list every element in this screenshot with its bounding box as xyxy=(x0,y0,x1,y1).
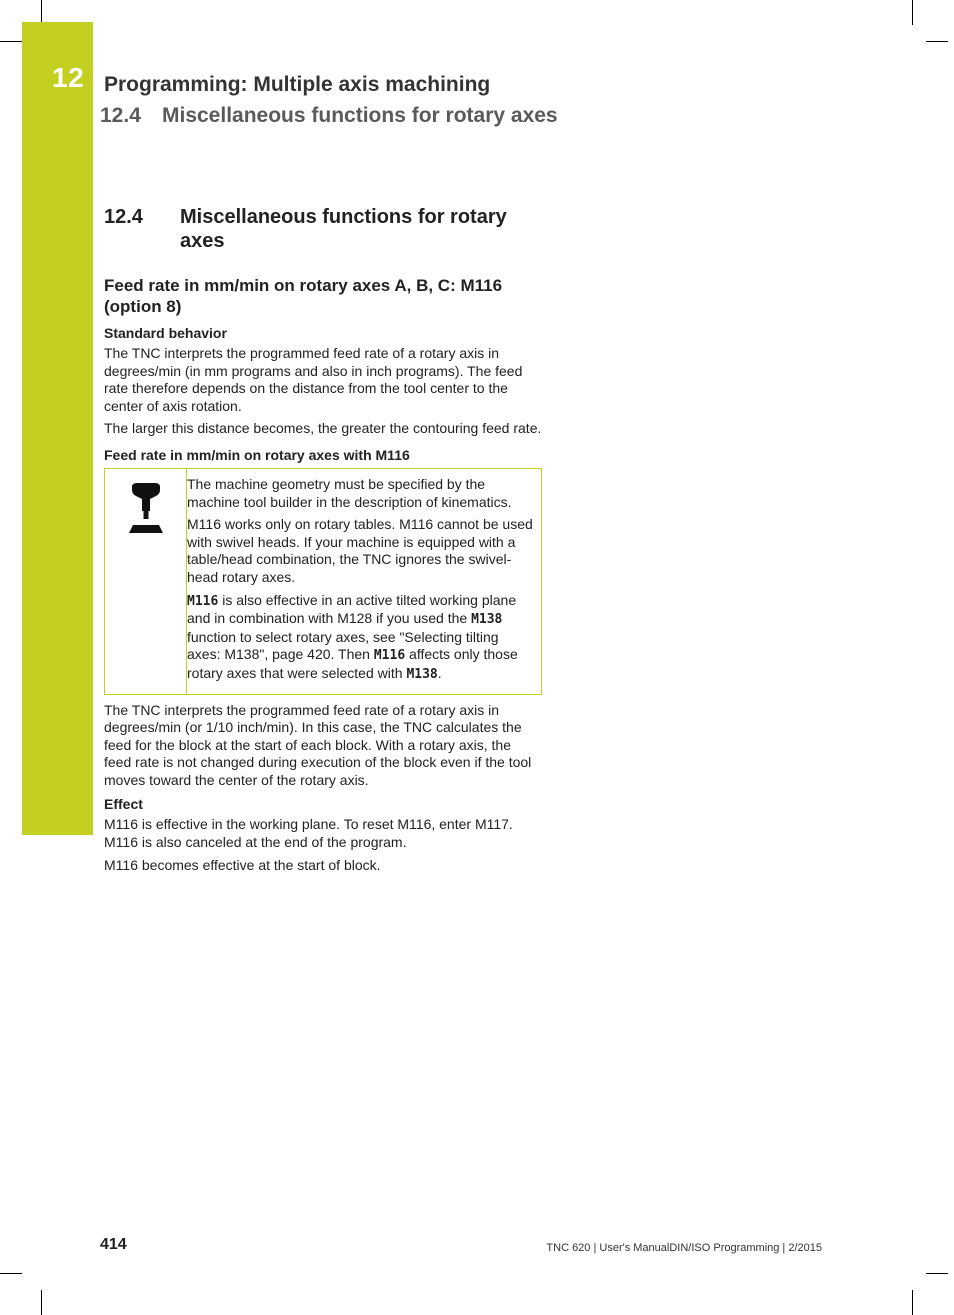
running-header-section-title: Miscellaneous functions for rotary axes xyxy=(162,104,558,127)
note-text-run: . xyxy=(437,664,442,681)
note-text-run: function to select rotary axes, see "Selecting tilting axes: M138", page 420. Then xyxy=(187,628,499,663)
crop-mark-top-right xyxy=(912,0,913,25)
running-header-chapter-title: Programming: Multiple axis machining xyxy=(104,73,491,96)
crop-mark-bottom-right xyxy=(912,1290,913,1315)
page-number: 414 xyxy=(100,1236,127,1253)
subsection-heading: Feed rate in mm/min on rotary axes A, B, C: M116 (option 8) xyxy=(104,276,503,316)
chapter-number: 12 xyxy=(52,62,85,93)
note-text xyxy=(187,469,541,694)
chapter-side-band xyxy=(22,22,93,835)
feed-rate-m116-paragraph: The TNC interprets the programmed feed rate of a rotary axis in degrees/min (or 1/10 inch/min). In this case, the TNC calculates the feed for the block at the start of each block. With a rotary axis, the feed rate is not changed during execution of the block even if the tool moves toward the center of the rotary axis. xyxy=(104,701,532,788)
note-paragraph-3 xyxy=(187,592,535,684)
note-text-run: is also effective in an active tilted working plane and in combination with M128 if you used the xyxy=(187,591,517,627)
running-header-section xyxy=(100,104,558,128)
crop-mark-bottom-left xyxy=(41,1290,42,1315)
section-number: 12.4 xyxy=(104,206,143,228)
note-box xyxy=(104,468,542,695)
standard-behavior-paragraph-2: The larger this distance becomes, the greater the contouring feed rate. xyxy=(104,420,542,437)
effect-heading: Effect xyxy=(104,796,143,813)
code-m138: M138 xyxy=(471,612,503,628)
footer-text: TNC 620 | User's ManualDIN/ISO Programming | 2/2015 xyxy=(546,1242,822,1254)
effect-paragraph-1: M116 is effective in the working plane. To reset M116, enter M117. M116 is also canceled at the end of the program. xyxy=(104,816,513,851)
page-content xyxy=(104,205,542,879)
section-heading xyxy=(104,205,542,253)
effect-paragraph-2: M116 becomes effective at the start of block. xyxy=(104,856,381,873)
crop-mark-right-bottom xyxy=(926,1273,948,1274)
note-paragraph-2: M116 works only on rotary tables. M116 cannot be used with swivel heads. If your machine is equipped with a table/head combination, the TNC ignores the swivel-head rotary axes. xyxy=(187,516,533,585)
note-text-run: affects only those rotary axes that were selected with xyxy=(187,646,518,681)
feed-rate-m116-heading: Feed rate in mm/min on rotary axes with M116 xyxy=(104,446,410,463)
code-m138: M138 xyxy=(406,666,438,682)
running-header-section-number: 12.4 xyxy=(100,104,141,127)
standard-behavior-heading: Standard behavior xyxy=(104,325,227,341)
machine-dependent-icon xyxy=(127,481,165,535)
note-paragraph-1: The machine geometry must be specified by the machine tool builder in the description of kinematics. xyxy=(187,475,512,510)
section-title: Miscellaneous functions for rotary axes xyxy=(180,206,507,252)
code-m116: M116 xyxy=(373,648,406,664)
crop-mark-left-top xyxy=(0,41,22,42)
crop-mark-right-top xyxy=(926,41,948,42)
standard-behavior-paragraph-1: The TNC interprets the programmed feed rate of a rotary axis in degrees/min (in mm programs and also in inch programs). The feed rate therefore depends on the distance from the tool center to the center of axis rotation. xyxy=(104,345,523,414)
crop-mark-left-bottom xyxy=(0,1273,22,1274)
code-m116: M116 xyxy=(187,593,219,609)
note-icon-column xyxy=(105,469,187,694)
